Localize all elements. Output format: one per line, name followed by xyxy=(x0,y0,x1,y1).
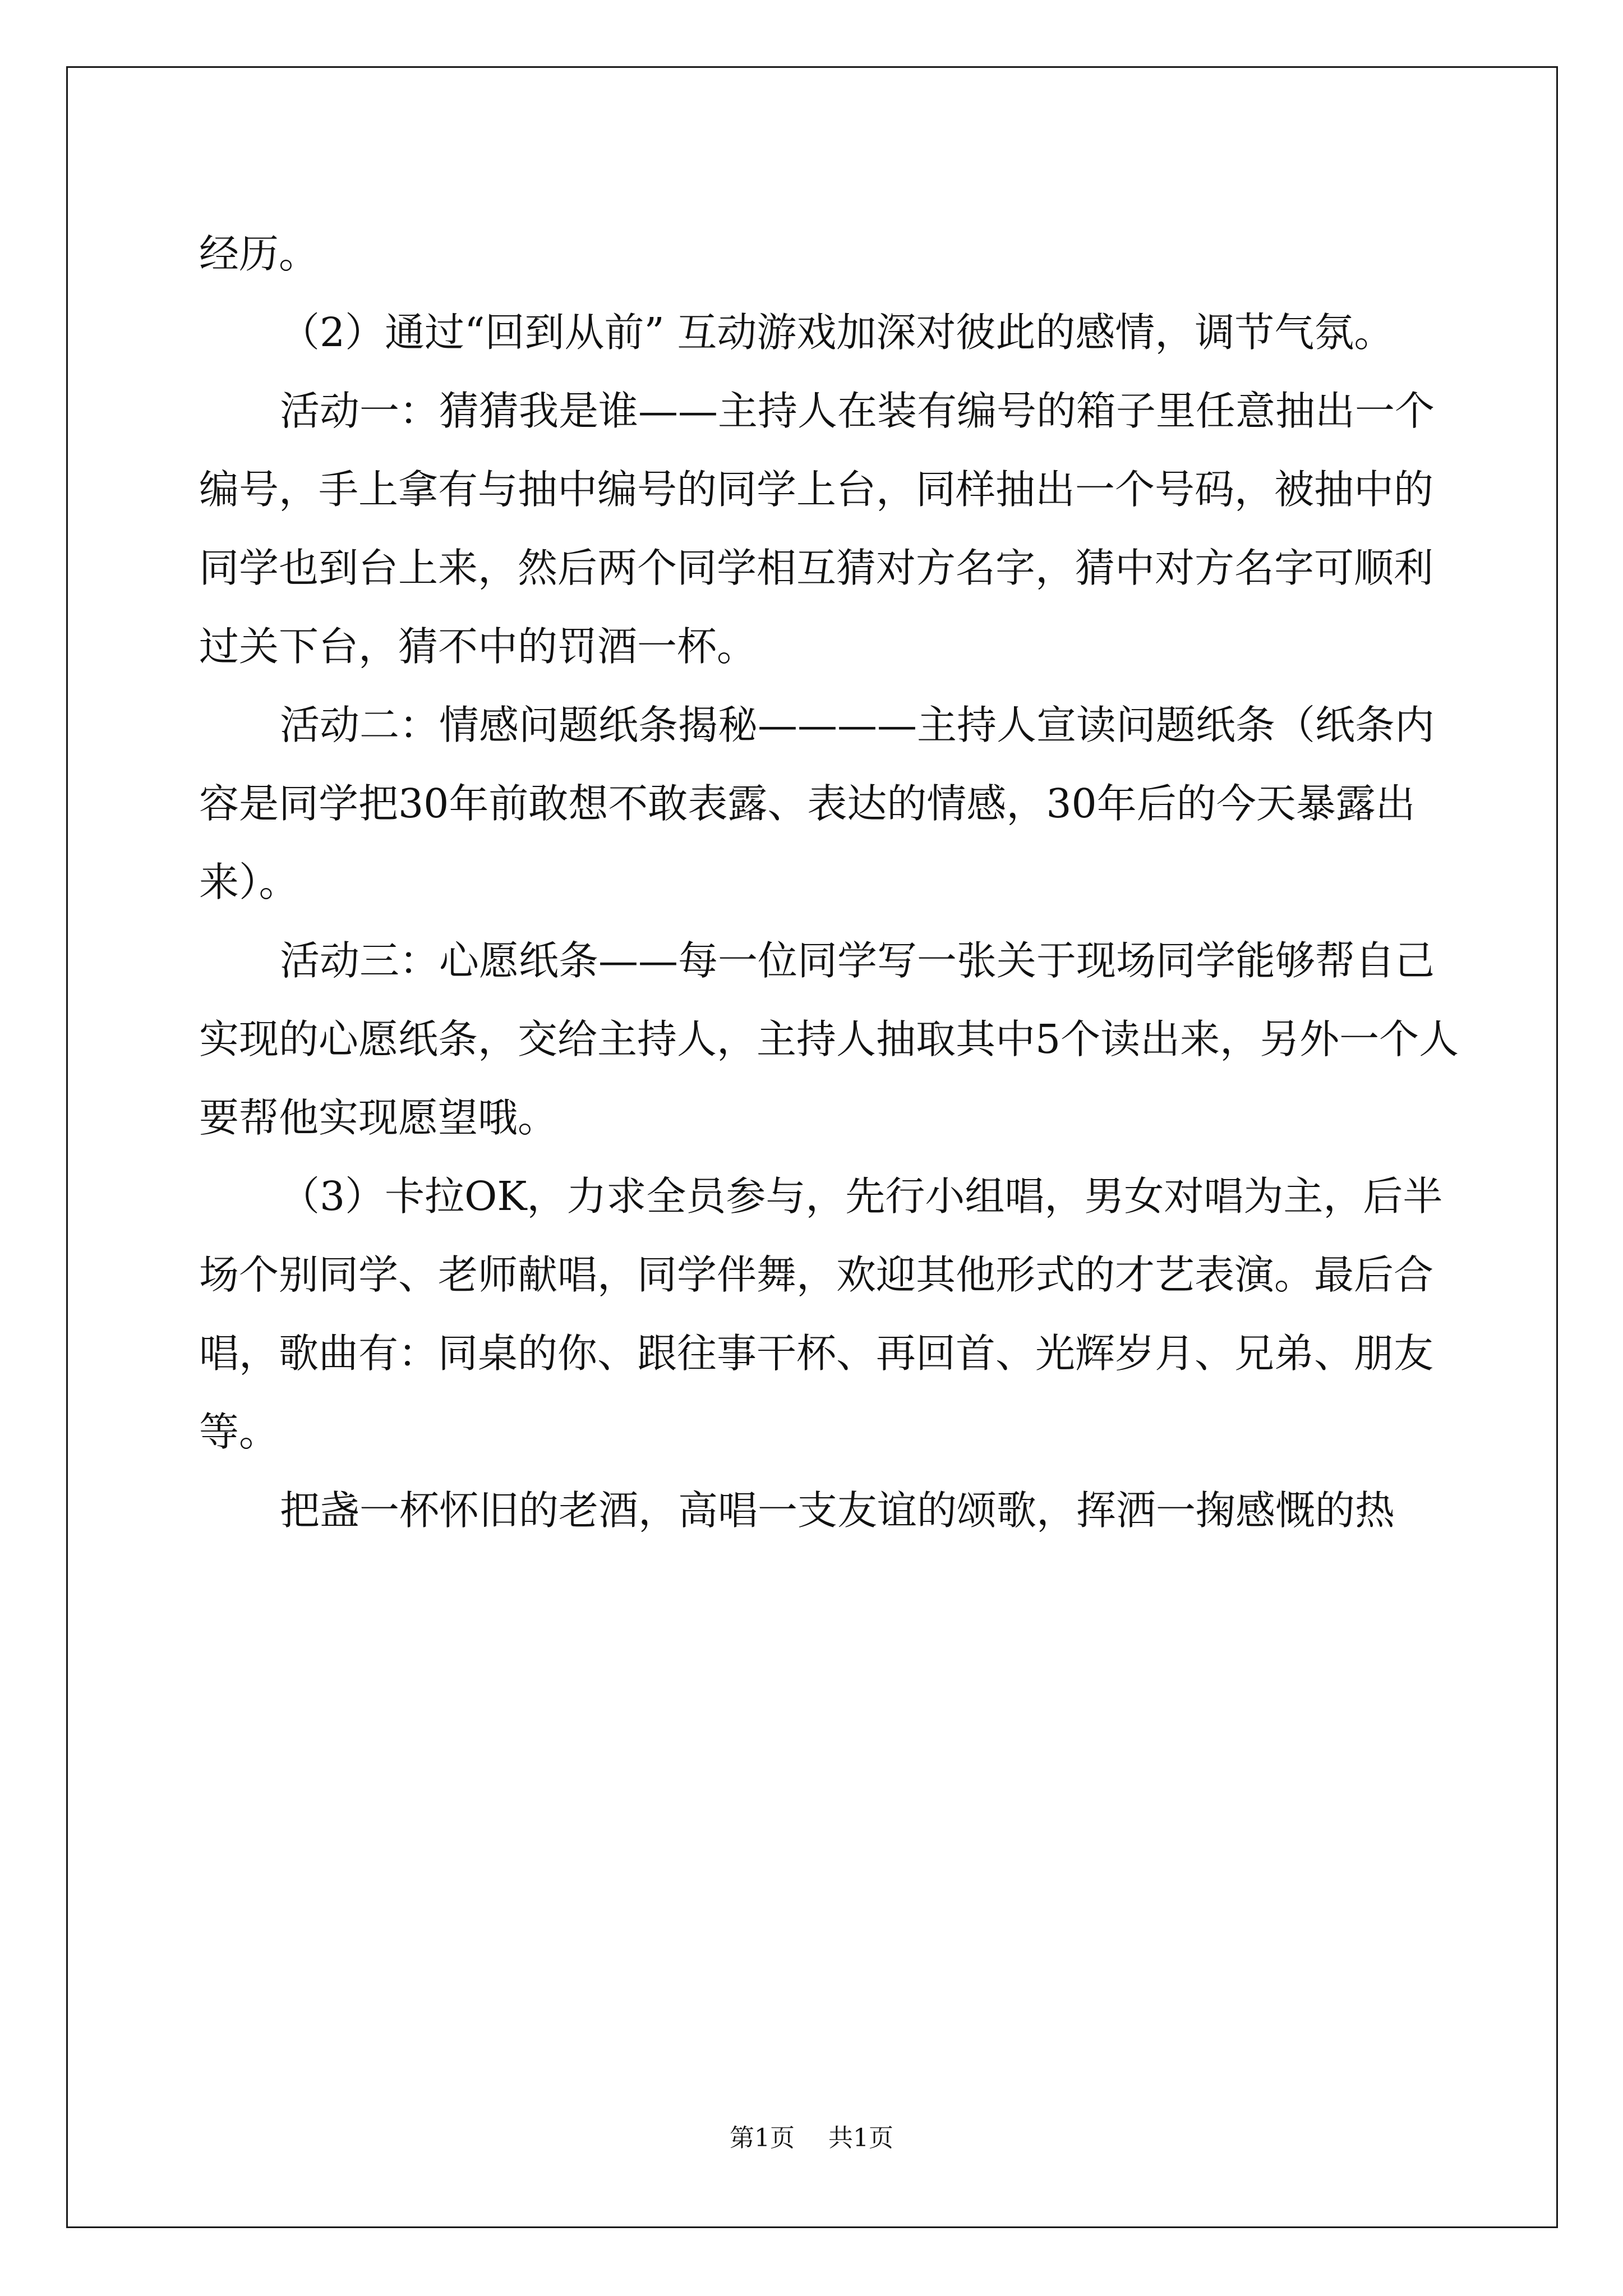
paragraph-3: 活动一：猜猜我是谁——主持人在装有编号的箱子里任意抽出一个编号，手上拿有与抽中编号的同学上台，同样抽出一个号码，被抽中的同学也到台上来，然后两个同学相互猜对方名字，猜中对方名字可顺利过关下台，猜不中的罚酒一杯。 xyxy=(199,388,1435,670)
page-footer xyxy=(0,2122,1623,2155)
document-body xyxy=(199,215,1461,1550)
paragraph-4: 活动二：情感问题纸条揭秘————主持人宣读问题纸条（纸条内容是同学把30年前敢想不敢表露、表达的情感，30年后的今天暴露出来）。 xyxy=(199,702,1435,905)
paragraph-1: 经历。 xyxy=(199,231,319,277)
page-number: 第1页 xyxy=(730,2124,795,2152)
paragraph-6: （3）卡拉OK，力求全员参与，先行小组唱，男女对唱为主，后半场个别同学、老师献唱，同学伴舞，欢迎其他形式的才艺表演。最后合唱，歌曲有：同桌的你、跟往事干杯、再回首、光辉岁月、兄弟、朋友等。 xyxy=(199,1173,1443,1455)
paragraph-7: 把盏一杯怀旧的老酒，高唱一支友谊的颂歌，挥洒一掬感慨的热 xyxy=(280,1487,1395,1534)
paragraph-5: 活动三：心愿纸条——每一位同学写一张关于现场同学能够帮自己实现的心愿纸条，交给主持人，主持人抽取其中5个读出来，另外一个人要帮他实现愿望哦。 xyxy=(199,937,1459,1141)
paragraph-2: （2）通过“回到从前” 互动游戏加深对彼此的感情，调节气氛。 xyxy=(280,309,1394,356)
total-pages: 共1页 xyxy=(828,2124,893,2152)
